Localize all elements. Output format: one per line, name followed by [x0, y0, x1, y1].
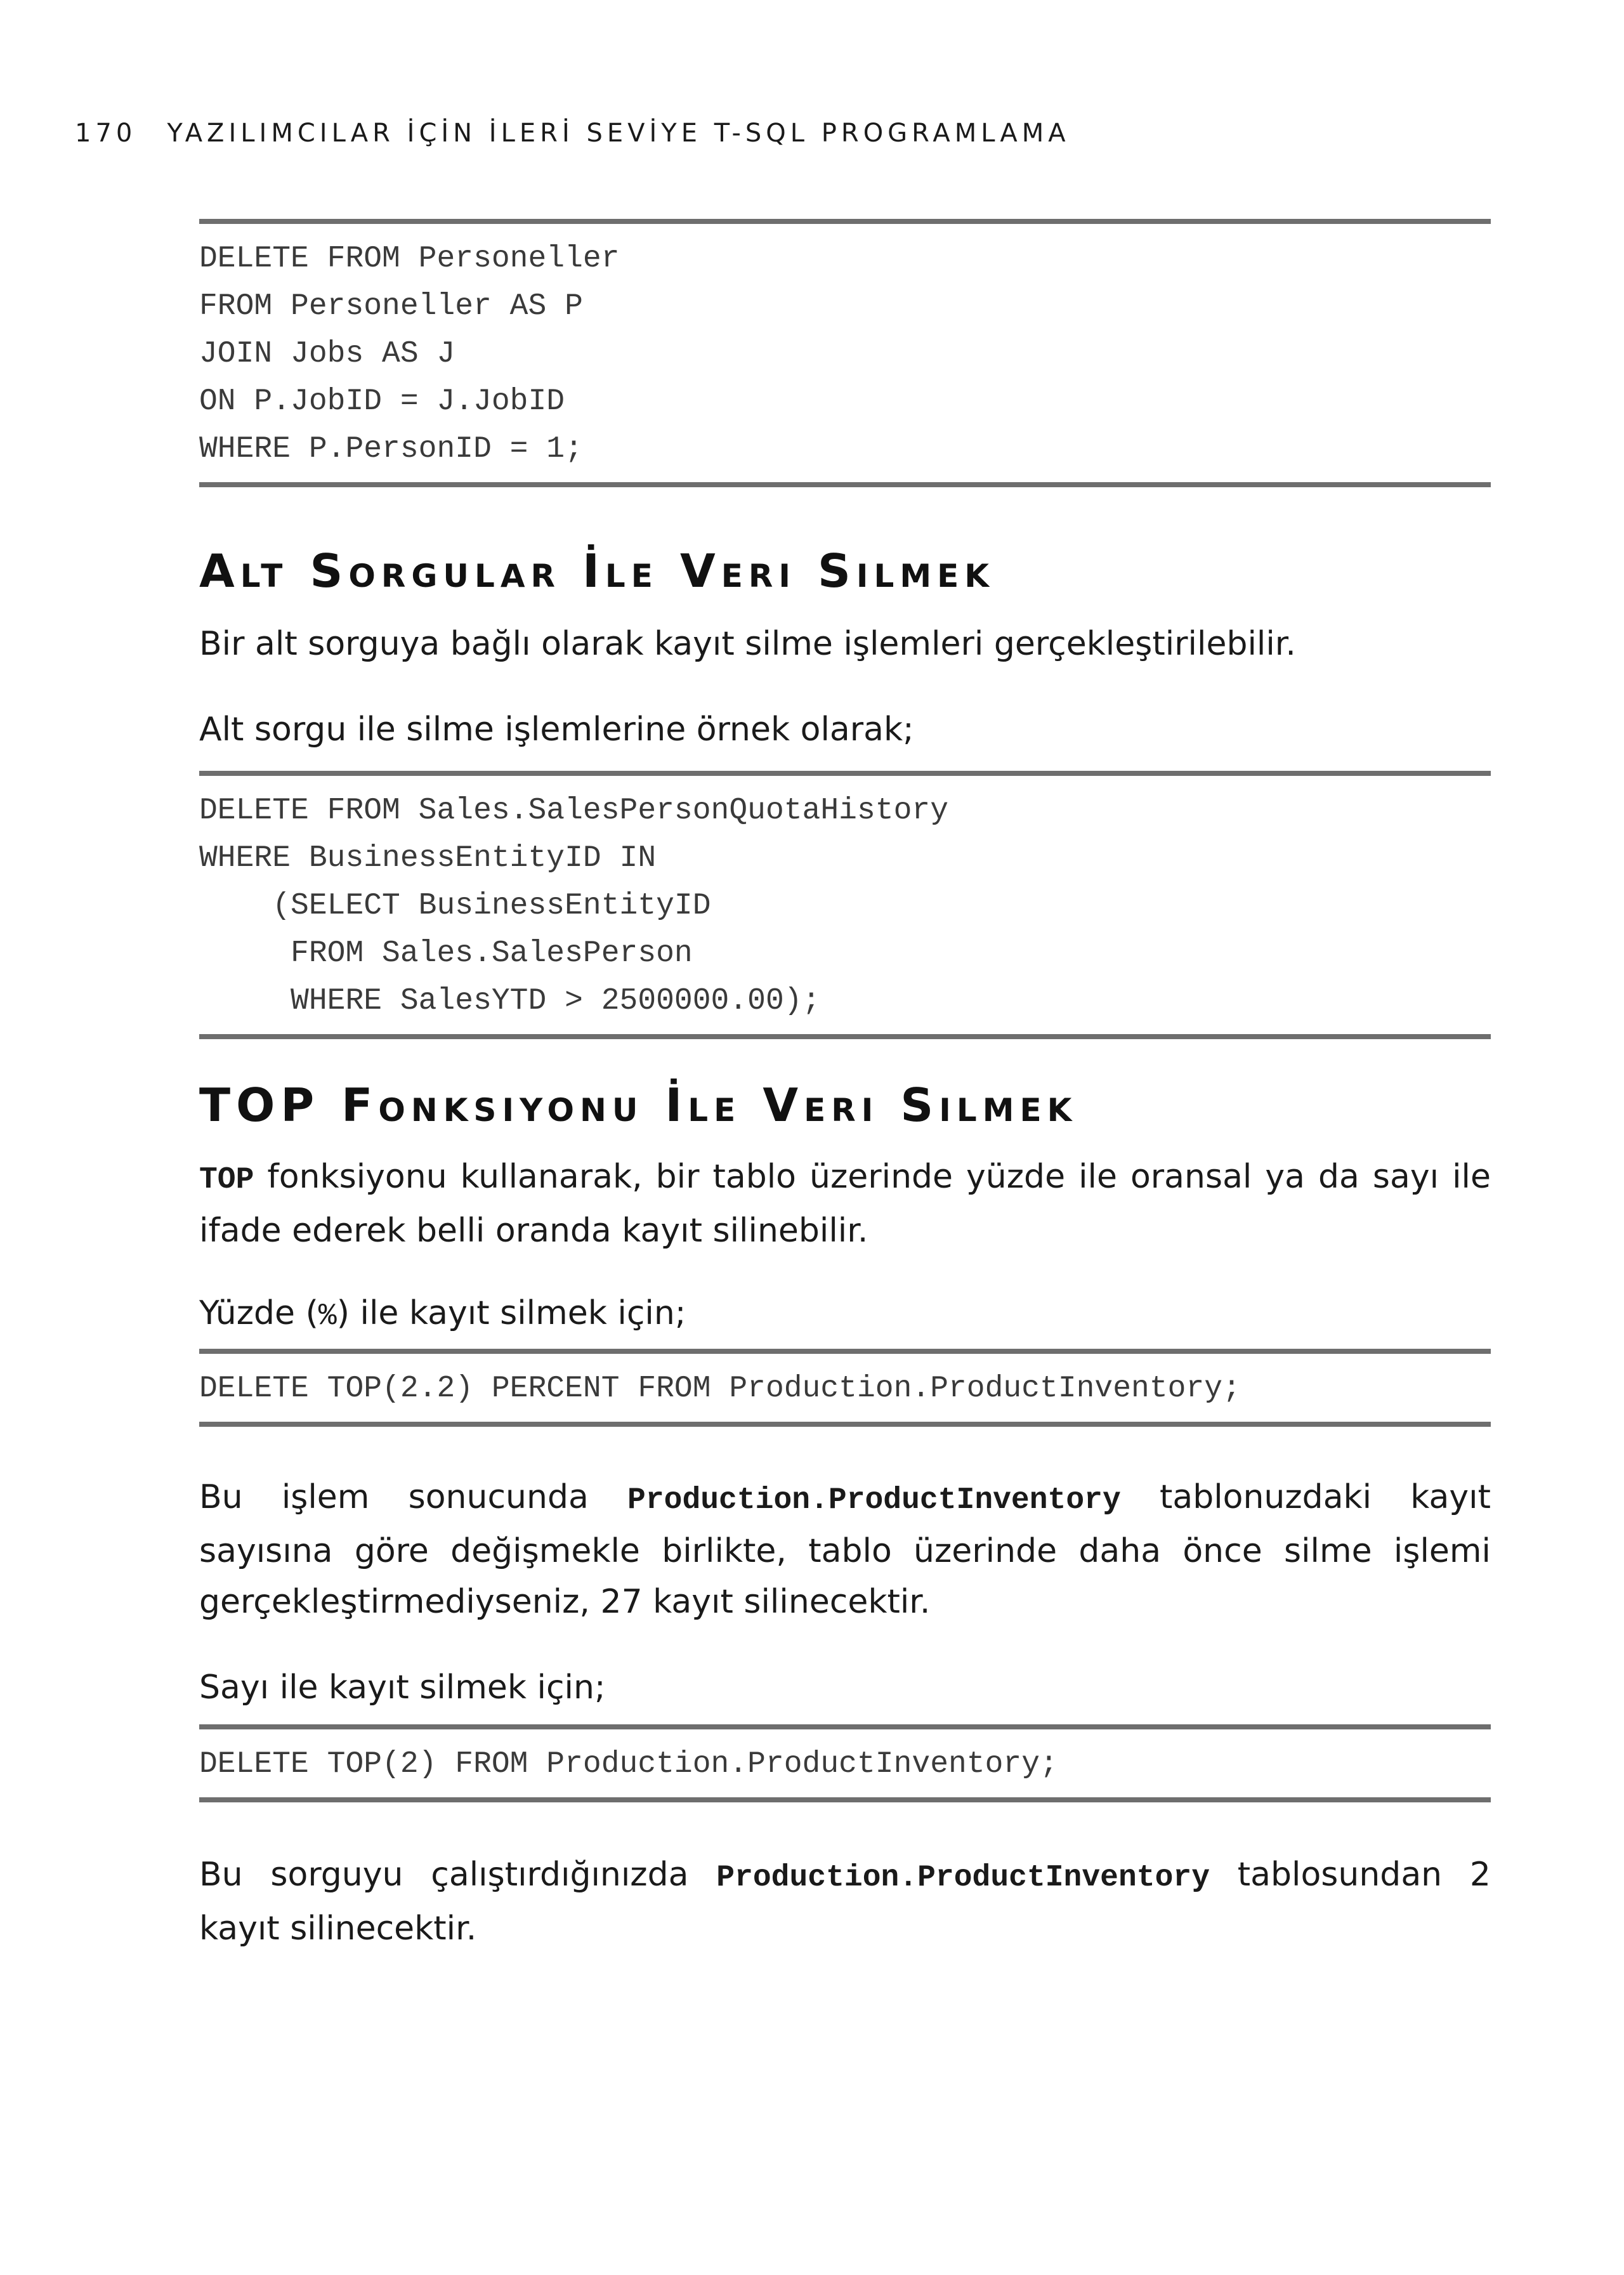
code-lines — [199, 1729, 1491, 1797]
divider — [199, 1349, 1491, 1354]
inline-code: Production.ProductInventory — [627, 1483, 1121, 1518]
code-block-delete-join — [199, 219, 1491, 487]
paragraph: Sayı ile kayıt silmek için; — [199, 1669, 606, 1707]
divider — [199, 1422, 1491, 1427]
code-block-top-count — [199, 1724, 1491, 1802]
divider — [199, 1034, 1491, 1039]
code-line: WHERE SalesYTD > 2500000.00); — [199, 984, 821, 1018]
page-number: 170 — [75, 119, 137, 148]
paragraph — [199, 1288, 1491, 1342]
paragraph: Alt sorgu ile silme işlemlerine örnek olarak; — [199, 711, 914, 749]
paragraph-text: tablonuzdaki kayıt sayısına göre değişmekle birlikte, tablo üzerinde daha önce silme işlemi gerçekleştirmediyseniz, 27 kayıt silinecektir. — [199, 1478, 1491, 1621]
divider — [199, 1797, 1491, 1802]
code-line: (SELECT BusinessEntityID — [199, 889, 711, 923]
paragraph-text: fonksiyonu kullanarak, bir tablo üzerinde yüzde ile oransal ya da sayı ile ifade ederek belli oranda kayıt silinebilir. — [199, 1158, 1491, 1250]
code-block-top-percent — [199, 1349, 1491, 1427]
divider — [199, 482, 1491, 487]
paragraph-text: ) ile kayıt silmek için; — [336, 1294, 686, 1332]
section-heading-subquery-delete: Alt Sorgular İle Veri Silmek — [199, 544, 995, 598]
code-line: DELETE TOP(2.2) PERCENT FROM Production.ProductInventory; — [199, 1372, 1241, 1406]
code-line: FROM Personeller AS P — [199, 289, 583, 324]
code-lines — [199, 1354, 1491, 1422]
paragraph: Bir alt sorguya bağlı olarak kayıt silme işlemleri gerçekleştirilebilir. — [199, 625, 1296, 663]
code-line: WHERE BusinessEntityID IN — [199, 841, 657, 875]
code-lines — [199, 224, 1491, 482]
paragraph-text: tablosundan 2 kayıt silinecektir. — [199, 1856, 1491, 1948]
paragraph-text: Bu işlem sonucunda — [199, 1478, 628, 1516]
book-title: YAZILIMCILAR İÇİN İLERİ SEVİYE T-SQL PROGRAMLAMA — [167, 119, 1070, 148]
divider — [199, 219, 1491, 224]
percent-symbol: % — [318, 1299, 337, 1334]
code-line: ON P.JobID = J.JobID — [199, 384, 565, 419]
inline-code: Production.ProductInventory — [716, 1861, 1210, 1895]
paragraph-text: Bu sorguyu çalıştırdığınızda — [199, 1856, 717, 1894]
code-line: JOIN Jobs AS J — [199, 337, 455, 371]
code-line: DELETE TOP(2) FROM Production.ProductInventory; — [199, 1747, 1058, 1781]
paragraph — [199, 1151, 1491, 1256]
code-line: DELETE FROM Sales.SalesPersonQuotaHistory — [199, 794, 948, 828]
code-line: FROM Sales.SalesPerson — [199, 936, 693, 971]
paragraph — [199, 1849, 1491, 1954]
divider — [199, 1724, 1491, 1729]
divider — [199, 771, 1491, 776]
paragraph — [199, 1472, 1491, 1627]
code-line: WHERE P.PersonID = 1; — [199, 432, 583, 466]
code-line: DELETE FROM Personeller — [199, 242, 620, 276]
inline-code: TOP — [199, 1163, 254, 1197]
code-lines — [199, 776, 1491, 1034]
section-heading-top-delete: TOP Fonksiyonu İle Veri Silmek — [199, 1078, 1078, 1132]
paragraph-text: Yüzde ( — [199, 1294, 318, 1332]
code-block-subquery — [199, 771, 1491, 1039]
running-header — [75, 119, 1070, 148]
